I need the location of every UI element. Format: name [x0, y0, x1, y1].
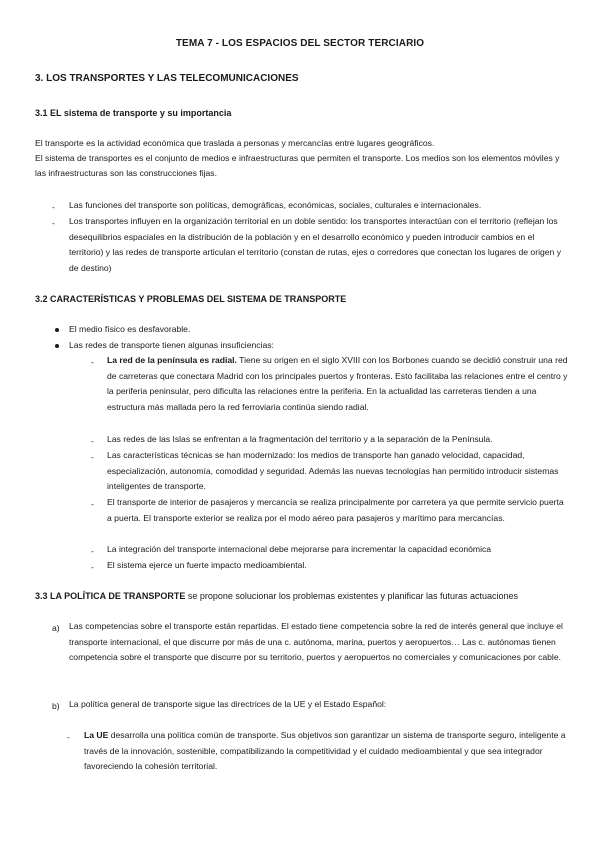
dash-marker: -: [67, 732, 70, 742]
bullet-redes-insuficiencias: Las redes de transporte tienen algunas insuficiencias:: [69, 340, 274, 350]
subsection-3-1-heading: 3.1 EL sistema de transporte y su importancia: [35, 108, 232, 118]
dash-marker: -: [91, 436, 94, 446]
dash-marker: -: [91, 546, 94, 556]
subsection-3-2-heading: 3.2 CARACTERÍSTICAS Y PROBLEMAS DEL SISTEMA DE TRANSPORTE: [35, 294, 347, 304]
sub-item-redes-islas: Las redes de las Islas se enfrentan a la fragmentación del territorio y a la separación de la Península.: [107, 434, 493, 444]
sub-item-transporte-interior: El transporte de interior de pasajeros y mercancía se realiza principalmente por carretera ya que permite servicio puerta a puerta. El transporte exterior se realiza por el modo aéreo para pasajeros y marítimo para mercancías.: [107, 497, 564, 523]
sub-item-impacto-medioambiental: El sistema ejerce un fuerte impacto medioambiental.: [107, 560, 307, 570]
sub-item-red-radial-bold: La red de la península es radial.: [107, 355, 237, 365]
sub-item-red-radial: [107, 353, 569, 415]
section-heading: 3. LOS TRANSPORTES Y LAS TELECOMUNICACIONES: [35, 73, 299, 84]
dash-marker: -: [91, 452, 94, 462]
dash-marker: -: [52, 218, 55, 228]
sub-item-integracion-internacional: La integración del transporte internacional debe mejorarse para incrementar la capacidad económica: [107, 544, 492, 554]
paragraph-transporte-definicion: El transporte es la actividad económica que traslada a personas y mercancías entre lugares geográficos.: [35, 138, 435, 148]
sub-item-red-radial-text: Tiene su origen en el siglo XVIII con los Borbones cuando se decidió construir una red de carreteras que conectara Madrid con los principales puertos y fronteras. Esto facilitaba las relaciones entre el centro y la periferia peninsular, pero dificulta las relaciones entre la periferia. En la actualidad las carreteras tienden a una estructura más mallada pero la red ferroviaria continúa siendo radial.: [107, 355, 568, 412]
list-item-organizacion-territorial: Los transportes influyen en la organización territorial en un doble sentido: los transportes interactúan con el territorio (reflejan los desequilibrios espaciales en la distribución de la población y en el desarrollo económico y pueden introducir cambios en el territorio) y las redes de transporte articulan el territorio (constan de rutas, ejes o corredores que conectan los lugares de origen y de destino): [69, 216, 562, 273]
paragraph-sistema-transportes: El sistema de transportes es el conjunto de medios e infraestructuras que permiten el transporte. Los medios son los elementos móviles y las infraestructuras son las construcciones fijas.: [35, 153, 560, 179]
sub-item-ue-politica: [84, 728, 572, 775]
list-label-a: a): [52, 623, 60, 633]
sub-item-ue-bold: La UE: [84, 730, 109, 740]
subsection-3-3-title: 3.3 LA POLÍTICA DE TRANSPORTE: [35, 591, 186, 601]
dash-marker: -: [91, 562, 94, 572]
sub-item-caracteristicas-tecnicas: Las características técnicas se han modernizado: los medios de transporte han ganado velocidad, capacidad, especialización, autonomía, comodidad y seguridad. Además las nuevas tecnologías han permitido introducir sistemas inteligentes de transporte.: [107, 450, 559, 491]
bullet-dot: [55, 328, 59, 332]
bullet-medio-fisico: El medio físico es desfavorable.: [69, 324, 191, 334]
dash-marker: -: [91, 357, 94, 367]
subsection-3-3-subtitle: se propone solucionar los problemas existentes y planificar las futuras actuaciones: [185, 591, 519, 601]
list-item-politica-general: La política general de transporte sigue las directrices de la UE y el Estado Español:: [69, 699, 387, 709]
subsection-3-3-heading: [35, 591, 575, 601]
dash-marker: -: [52, 202, 55, 212]
dash-marker: -: [91, 499, 94, 509]
sub-item-ue-text: desarrolla una política común de transporte. Sus objetivos son garantizar un sistema de transporte seguro, inteligente a través de la innovación, sostenible, compatibilizando la competitividad y el cuidado medioambiental y que sea integrador favoreciendo la cohesión territorial.: [84, 730, 566, 771]
list-label-b: b): [52, 701, 60, 711]
bullet-dot: [55, 344, 59, 348]
list-item-funciones: Las funciones del transporte son políticas, demográficas, económicas, sociales, culturales e internacionales.: [69, 200, 482, 210]
list-item-competencias: Las competencias sobre el transporte están repartidas. El estado tiene competencia sobre la red de interés general que incluye el transporte internacional, el que discurre por más de una c. autónoma, marina, puertos y aeropuertos… Las c. autónomas tienen competencia sobre el transporte que discurre por su territorio, puertos y aeropuertos no comerciales y comunicaciones por cable.: [69, 621, 563, 662]
document-title: TEMA 7 - LOS ESPACIOS DEL SECTOR TERCIARIO: [175, 38, 425, 49]
